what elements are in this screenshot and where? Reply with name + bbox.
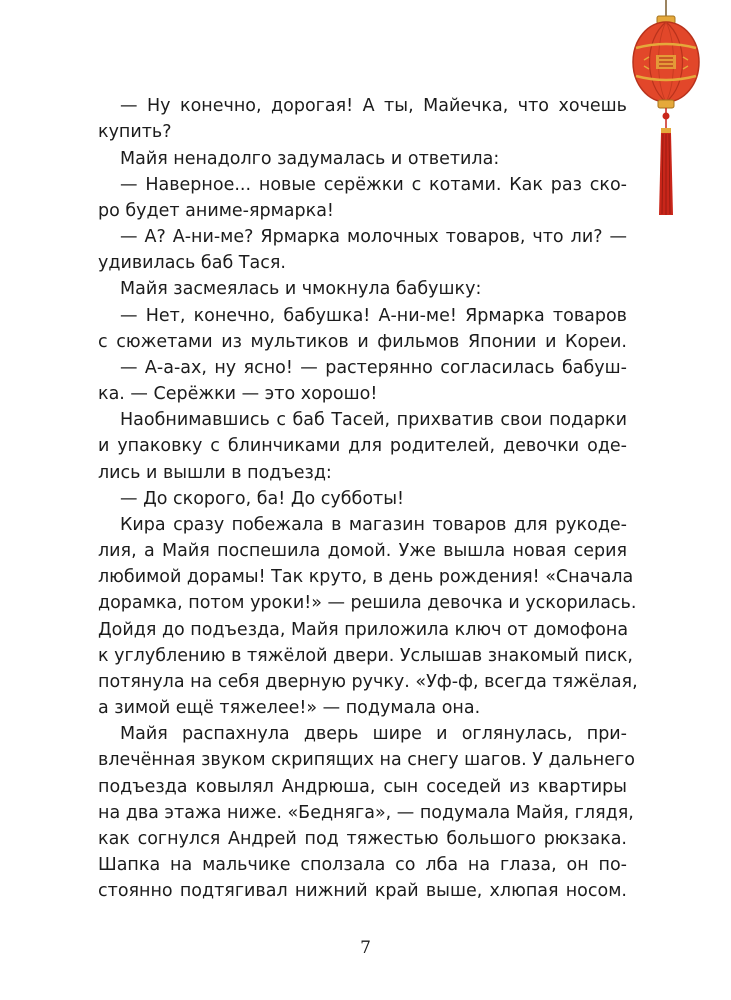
text-line: лись и вышли в подъезд: [98,463,332,483]
text-line: влечённая звуком скрипящих на снегу шагов. У дальнего [98,750,635,770]
text-line: ка. — Серёжки — это хорошо! [98,384,378,404]
text-line: потянула на себя дверную ручку. «Уф-ф, всегда тяжёлая, [98,672,638,692]
text-line: а зимой ещё тяжелее!» — подумала она. [98,698,481,718]
text-line: Шапка на мальчике сползала со лба на глаза, он по- [98,855,627,875]
text-line: как согнулся Андрей под тяжестью большого рюкзака. [98,829,627,849]
text-line: и упаковку с блинчиками для родителей, девочки оде- [98,436,627,456]
text-line: — А? А-ни-ме? Ярмарка молочных товаров, что ли? — [120,227,627,247]
text-line: Майя ненадолго задумалась и ответила: [120,149,500,169]
text-line: — Ну конечно, дорогая! А ты, Майечка, что хочешь [120,96,627,116]
text-line: Майя засмеялась и чмокнула бабушку: [120,279,482,299]
text-line: к углублению в тяжёлой двери. Услышав знакомый писк, [98,646,633,666]
text-line: Кира сразу побежала в магазин товаров для рукоде- [120,515,627,535]
chinese-lantern-icon [630,0,700,218]
text-line: стоянно подтягивал нижний край выше, хлюпая носом. [98,881,627,901]
text-line: с сюжетами из мультиков и фильмов Японии и Кореи. [98,332,627,352]
text-line: лия, а Майя поспешила домой. Уже вышла новая серия [98,541,627,561]
text-line: — Нет, конечно, бабушка! А-ни-ме! Ярмарка товаров [120,306,627,326]
text-line: купить? [98,122,172,142]
text-line: — Наверное... новые серёжки с котами. Как раз ско- [120,175,627,195]
text-line: дорамка, потом уроки!» — решила девочка и ускорилась. [98,593,637,613]
text-line: Наобнимавшись с баб Тасей, прихватив свои подарки [120,410,627,430]
text-line: — А-а-ах, ну ясно! — растерянно согласилась бабуш- [120,358,627,378]
page-number: 7 [360,938,371,958]
text-line: — До скорого, ба! До субботы! [120,489,405,509]
text-line: любимой дорамы! Так круто, в день рождения! «Сначала [98,567,634,587]
text-line: Дойдя до подъезда, Майя приложила ключ от домофона [98,620,629,640]
text-line: Майя распахнула дверь шире и оглянулась, при- [120,724,627,744]
text-line: подъезда ковылял Андрюша, сын соседей из квартиры [98,777,627,797]
text-line: на два этажа ниже. «Бедняга», — подумала Майя, глядя, [98,803,634,823]
text-line: ро будет аниме-ярмарка! [98,201,334,221]
text-line: удивилась баб Тася. [98,253,286,273]
